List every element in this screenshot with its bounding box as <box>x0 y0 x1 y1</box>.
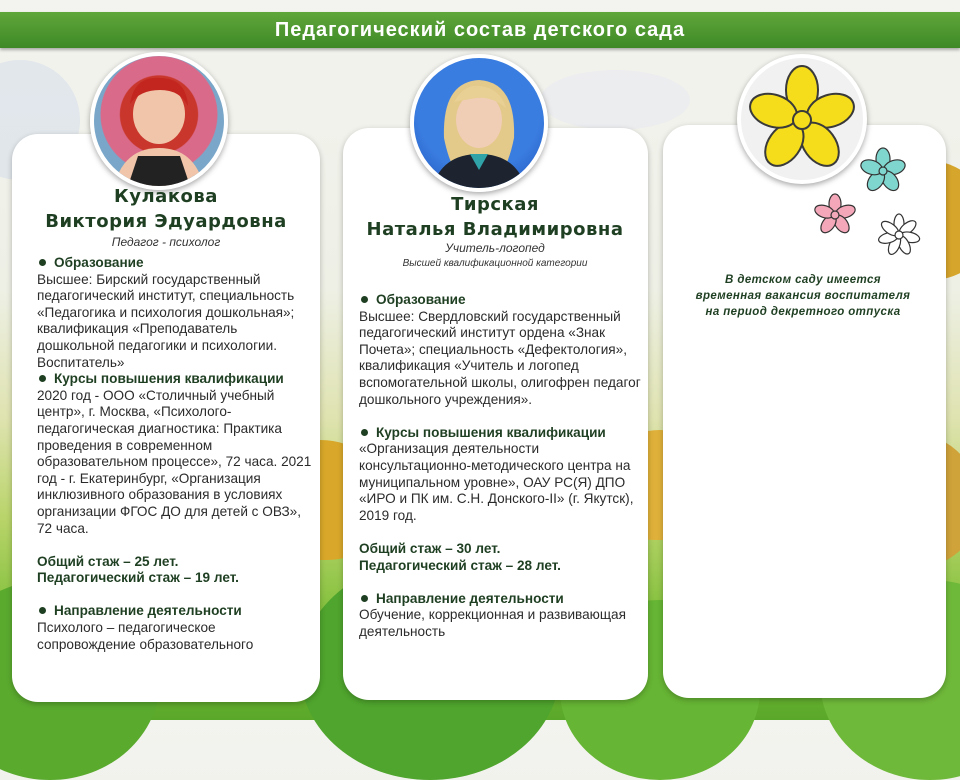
bullet-icon <box>39 607 46 614</box>
education-text: Высшее: Бирский государственный педагогический институт, специальность «Педагогика и психология дошкольная»; квалификация «Преподаватель дошкольной педагогики и психологии. Воспитатель» <box>37 271 295 370</box>
vacancy-line: В детском саду имеется <box>725 274 881 286</box>
direction-heading: Направление деятельности <box>359 591 641 608</box>
courses-heading: Курсы повышения квалификации <box>359 425 641 442</box>
vacancy-line: временная вакансия воспитателя <box>695 290 911 302</box>
person-photo-icon <box>414 58 544 188</box>
bullet-icon <box>361 296 368 303</box>
avatar-kulakova <box>90 52 228 190</box>
flower-avatar <box>737 54 867 184</box>
flower-icon <box>812 192 858 238</box>
flower-icon <box>741 58 863 180</box>
staff-details <box>359 292 641 640</box>
ped-experience: Педагогический стаж – 28 лет. <box>359 557 561 573</box>
education-heading: Образование <box>37 255 313 272</box>
education-heading: Образование <box>359 292 641 309</box>
courses-heading: Курсы повышения квалификации <box>37 371 313 388</box>
staff-role: Учитель-логопед <box>445 241 545 255</box>
staff-category: Высшей квалификационной категории <box>402 258 588 269</box>
ped-experience: Педагогический стаж – 19 лет. <box>37 570 239 586</box>
courses-text: «Организация деятельности консультационно-методического центра на муниципальном уровне», ОАУ РС(Я) ДПО «ИРО и ПК им. С.Н. Донского-II» (г. Якутск), 2019 год. <box>359 441 634 523</box>
staff-surname: Кулакова <box>114 186 218 207</box>
person-photo-icon <box>94 56 224 186</box>
avatar-tirskaya <box>410 54 548 192</box>
vacancy-line: на период декретного отпуска <box>705 306 901 318</box>
staff-given-names: Виктория Эдуардовна <box>45 211 287 232</box>
bullet-icon <box>361 429 368 436</box>
page-title: Педагогический состав детского сада <box>0 12 960 48</box>
flower-icon <box>876 212 922 258</box>
flower-icon <box>858 146 908 196</box>
total-experience: Общий стаж – 25 лет. <box>37 553 179 569</box>
staff-role: Педагог - психолог <box>111 235 221 249</box>
direction-text: Психолого – педагогическое сопровождение образовательного <box>37 620 254 652</box>
total-experience: Общий стаж – 30 лет. <box>359 540 501 556</box>
direction-text: Обучение, коррекционная и развивающая деятельность <box>359 607 626 639</box>
bullet-icon <box>39 259 46 266</box>
vacancy-notice <box>668 272 938 320</box>
staff-given-names: Наталья Владимировна <box>366 219 624 240</box>
vacancy-card <box>663 125 946 698</box>
bullet-icon <box>361 595 368 602</box>
staff-details <box>37 255 313 653</box>
staff-surname: Тирская <box>451 194 539 215</box>
bullet-icon <box>39 375 46 382</box>
education-text: Высшее: Свердловский государственный педагогический институт ордена «Знак Почета»; специальность «Дефектология», квалификация «Учитель и логопед вспомогательной школы, олигофрен педагог дошкольного учреждения». <box>359 308 641 407</box>
courses-text: 2020 год - ООО «Столичный учебный центр», г. Москва, «Психолого-педагогическая диагностика: Практика проведения в современном образовательном процессе», 72 часа. 2021 год - г. Екатеринбург, «Организация инклюзивного образования в условиях организации ФГОС ДО для детей с ОВЗ», 72 часа. <box>37 387 312 536</box>
direction-heading: Направление деятельности <box>37 603 313 620</box>
